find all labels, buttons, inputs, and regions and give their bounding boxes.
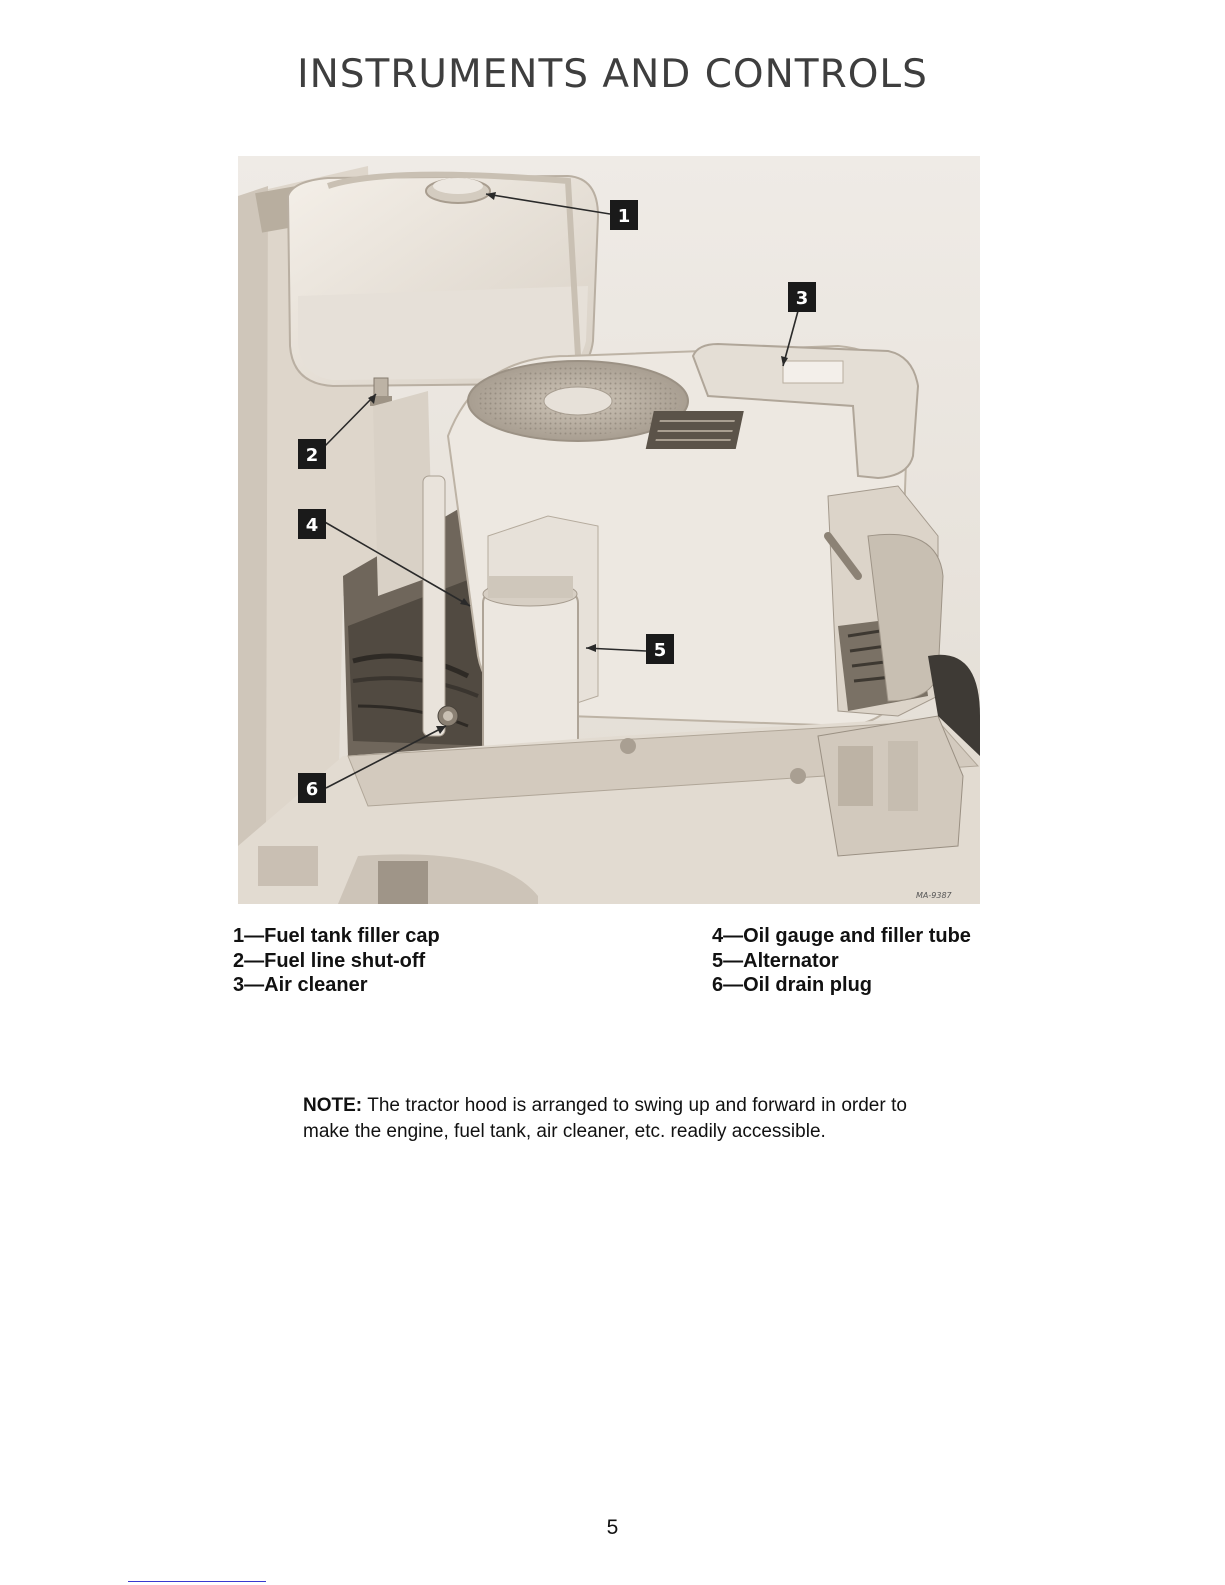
callout-label-5: 5 <box>653 640 667 661</box>
callout-badge-3 <box>788 282 816 312</box>
legend-item-oil-drain-plug: 6—Oil drain plug <box>712 974 873 996</box>
callout-badge-6 <box>298 773 326 803</box>
note-paragraph <box>303 1093 907 1145</box>
legend-left <box>233 924 440 998</box>
callout-label-6: 6 <box>305 779 319 800</box>
legend-item-fuel-tank-filler-cap: 1—Fuel tank filler cap <box>233 925 440 947</box>
legend-item-fuel-line-shutoff: 2—Fuel line shut-off <box>233 949 426 972</box>
callout-badge-5 <box>646 634 674 664</box>
callout-label-2: 2 <box>305 445 319 466</box>
engine-photo <box>238 156 980 904</box>
callout-badge-2 <box>298 439 326 469</box>
note-label: NOTE: <box>303 1095 363 1116</box>
alternator <box>483 591 578 756</box>
page-number: 5 <box>606 1516 619 1539</box>
legend-item-air-cleaner: 3—Air cleaner <box>233 974 368 996</box>
oil-filler-tube <box>423 476 445 736</box>
page-title: INSTRUMENTS AND CONTROLS <box>297 52 928 97</box>
callout-label-1: 1 <box>617 206 631 227</box>
callout-badge-1 <box>610 200 638 230</box>
legend-item-oil-gauge: 4—Oil gauge and filler tube <box>712 925 971 947</box>
note-text: The tractor hood is arranged to swing up and forward in order to make the engine, fuel tank, air cleaner, etc. readily accessible. <box>303 1095 908 1142</box>
callout-badge-4 <box>298 509 326 539</box>
figure-reference-code: MA-9387 <box>916 891 952 900</box>
legend-item-alternator: 5—Alternator <box>712 949 839 972</box>
legend-right <box>712 924 971 998</box>
callout-label-4: 4 <box>305 515 319 536</box>
footer-rule <box>128 1581 266 1582</box>
callout-label-3: 3 <box>795 288 809 309</box>
